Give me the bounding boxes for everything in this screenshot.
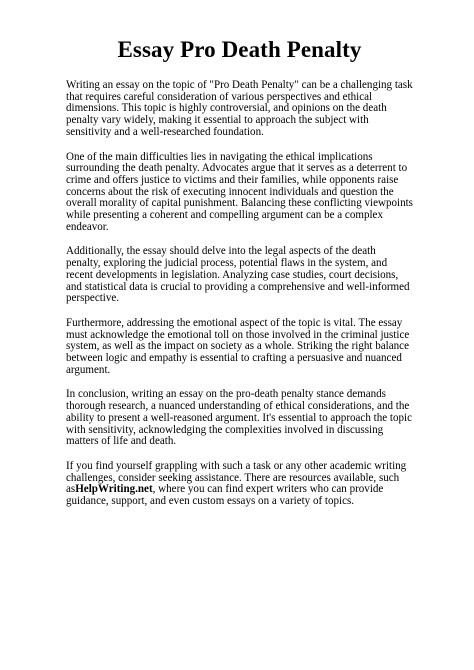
paragraph-legal: Additionally, the essay should delve into the legal aspects of the death penalty, exploring the judicial process, potential flaws in the system, and recent developments in legislation. Analyzing case studies, court decisions, and statistical data is crucial to providing a comprehensive and well-informed perspective. bbox=[66, 245, 410, 305]
closing-text-after: , where you can find expert writers who can provide guidance, support, and even custom essays on a variety of topics. bbox=[66, 483, 384, 508]
paragraph-emotional: Furthermore, addressing the emotional aspect of the topic is vital. The essay must acknowledge the emotional toll on those involved in the criminal justice system, as well as the impact on society as a whole. Striking the right balance between logic and empathy is essential to crafting a persuasive and nuanced argument. bbox=[66, 316, 410, 376]
page-title: Essay Pro Death Penalty bbox=[117, 37, 362, 62]
helpwriting-link[interactable]: HelpWriting.net bbox=[75, 483, 153, 496]
essay-body bbox=[66, 80, 413, 508]
closing-text-before: If you find yourself grappling with such a task or any other academic writing challenges, consider seeking assistance. There are resources available, such as bbox=[66, 459, 407, 496]
paragraph-conclusion: In conclusion, writing an essay on the pro-death penalty stance demands thorough research, a nuanced understanding of ethical considerations, and the ability to present a well-reasoned argument. It's essential to approach the topic with sensitivity, acknowledging the complexities involved in discussing matters of life and death. bbox=[66, 388, 412, 448]
paragraph-closing bbox=[66, 461, 413, 508]
paragraph-ethics: One of the main difficulties lies in navigating the ethical implications surrounding the death penalty. Advocates argue that it serves as a deterrent to crime and offers justice to victims and their families, while opponents raise concerns about the risk of executing innocent individuals and question the overall morality of capital punishment. Balancing these conflicting viewpoints while presenting a coherent and compelling argument can be a complex endeavor. bbox=[66, 150, 413, 233]
paragraph-intro: Writing an essay on the topic of "Pro Death Penalty" can be a challenging task that requires careful consideration of various perspectives and ethical dimensions. This topic is highly controversial, and opinions on the death penalty vary widely, making it essential to approach the subject with sensitivity and a well-researched foundation. bbox=[66, 79, 413, 138]
